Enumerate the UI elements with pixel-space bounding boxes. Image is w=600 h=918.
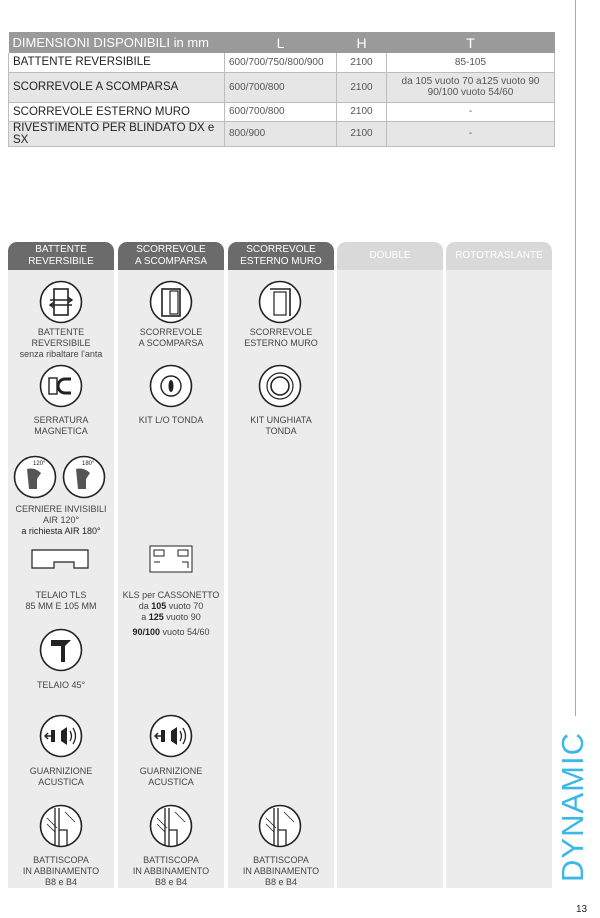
pocket-door-icon [149, 280, 193, 324]
feature-battiscopa [8, 855, 114, 888]
feature-esterno-muro [228, 327, 334, 349]
side-label [553, 722, 593, 892]
kls-line2 [118, 601, 224, 612]
kls-value: 105 [151, 601, 167, 611]
column-header-line: BATTENTE [35, 244, 87, 255]
dimensions-header-row [9, 32, 555, 53]
row-h: 2100 [337, 102, 387, 121]
feature-title: SCORREVOLE [139, 327, 203, 337]
feature-title: SERRATURA [33, 415, 89, 425]
feature-title: BATTENTE REVERSIBILE [31, 327, 91, 348]
feature-subtitle: ACUSTICA [38, 777, 84, 787]
hinge-120-label: 120° [33, 461, 46, 467]
column-header-rototraslante [446, 242, 552, 270]
header-t: T [387, 32, 555, 53]
acoustic-seal-icon [149, 714, 193, 758]
side-label-text: DYNAMIC [555, 732, 590, 882]
feature-title: TELAIO 45° [36, 680, 86, 690]
feature-battiscopa [228, 855, 334, 888]
feature-title: BATTISCOPA [253, 855, 309, 865]
round-handle-icon [149, 364, 193, 408]
feature-note: B8 e B4 [44, 877, 78, 887]
table-row [9, 72, 555, 102]
frame-45-icon [39, 628, 83, 672]
feature-subtitle: TONDA [265, 426, 297, 436]
feature-scomparsa [118, 327, 224, 349]
feature-title: SCORREVOLE [249, 327, 313, 337]
row-h: 2100 [337, 72, 387, 102]
header-l: L [225, 32, 337, 53]
kls-text: a [141, 612, 147, 622]
row-t [387, 72, 555, 102]
column-body-rototraslante [446, 270, 552, 888]
feature-title: CERNIERE INVISIBILI [15, 504, 107, 514]
row-t-line2: 90/100 vuoto 54/60 [427, 87, 514, 98]
row-h: 2100 [337, 53, 387, 72]
feature-kit-unghiata [228, 415, 334, 437]
round-recess-icon [258, 364, 302, 408]
column-header-line: SCORREVOLE [136, 244, 206, 255]
dimensions-title: DIMENSIONI DISPONIBILI in mm [9, 32, 225, 53]
feature-title: KIT UNGHIATA [250, 415, 312, 425]
feature-subtitle: IN ABBINAMENTO [22, 866, 100, 876]
table-row [9, 53, 555, 72]
kls-text: vuoto 54/60 [162, 627, 210, 637]
column-header-scomparsa [118, 242, 224, 270]
feature-cerniere [8, 504, 114, 537]
feature-subtitle: AIR 120° [42, 515, 80, 525]
feature-telaio-tls [8, 590, 114, 612]
row-l: 600/700/800 [225, 72, 337, 102]
table-row [9, 102, 555, 121]
kls-box-icon [148, 544, 194, 574]
dimensions-table [8, 32, 555, 147]
kls-value: 125 [148, 612, 164, 622]
page-number: 13 [576, 904, 588, 915]
feature-title: KIT L/O TONDA [138, 415, 204, 425]
feature-telaio-45 [8, 680, 114, 691]
feature-title: TELAIO TLS [35, 590, 87, 600]
column-body-battente [8, 270, 114, 888]
feature-serratura [8, 415, 114, 437]
feature-subtitle: MAGNETICA [34, 426, 88, 436]
feature-subtitle: 85 MM E 105 MM [25, 601, 97, 611]
column-header-line: ESTERNO MURO [240, 256, 322, 267]
column-header-battente [8, 242, 114, 270]
feature-subtitle: A SCOMPARSA [138, 338, 204, 348]
kls-text: vuoto 90 [166, 612, 201, 622]
hinge-120-icon [13, 455, 57, 499]
reversible-door-icon [39, 280, 83, 324]
row-h: 2100 [337, 121, 387, 146]
kls-text: vuoto 70 [168, 601, 204, 611]
table-row [9, 121, 555, 146]
column-header-esterno [228, 242, 334, 270]
row-t: 85-105 [387, 53, 555, 72]
magnetic-lock-icon [39, 364, 83, 408]
feature-title: GUARNIZIONE [139, 766, 203, 776]
feature-title: BATTISCOPA [143, 855, 199, 865]
feature-kls [118, 590, 224, 638]
row-name: SCORREVOLE A SCOMPARSA [9, 72, 225, 102]
feature-note: B8 e B4 [154, 877, 188, 887]
column-header-line: ROTOTRASLANTE [455, 250, 543, 261]
feature-title: GUARNIZIONE [29, 766, 93, 776]
feature-subtitle: ESTERNO MURO [244, 338, 318, 348]
row-t: - [387, 102, 555, 121]
feature-title: BATTISCOPA [33, 855, 89, 865]
row-name: SCORREVOLE ESTERNO MURO [9, 102, 225, 121]
feature-note: B8 e B4 [264, 877, 298, 887]
skirting-board-icon [149, 804, 193, 848]
feature-battente-reversibile [8, 327, 114, 360]
row-l: 600/700/750/800/900 [225, 53, 337, 72]
kls-text: da [138, 601, 149, 611]
feature-note: a richiesta AIR 180° [21, 526, 101, 536]
kls-value: 90/100 [132, 627, 160, 637]
kls-line3 [118, 612, 224, 623]
row-l: 800/900 [225, 121, 337, 146]
feature-subtitle: senza ribaltare l'anta [19, 349, 103, 359]
side-accent-line [575, 0, 576, 716]
row-t: - [387, 121, 555, 146]
feature-kit-lo-tonda [118, 415, 224, 426]
hinge-180-icon [62, 455, 106, 499]
row-name: BATTENTE REVERSIBILE [9, 53, 225, 72]
feature-subtitle: IN ABBINAMENTO [242, 866, 320, 876]
acoustic-seal-icon [39, 714, 83, 758]
feature-subtitle: IN ABBINAMENTO [132, 866, 210, 876]
feature-battiscopa [118, 855, 224, 888]
skirting-board-icon [258, 804, 302, 848]
column-body-double [337, 270, 443, 888]
feature-title: KLS per CASSONETTO [122, 590, 220, 600]
row-t-line1: da 105 vuoto 70 a125 vuoto 90 [401, 76, 540, 87]
feature-subtitle: ACUSTICA [148, 777, 194, 787]
row-name: RIVESTIMENTO PER BLINDATO DX e SX [9, 121, 225, 146]
sliding-door-icon [258, 280, 302, 324]
feature-guarnizione [118, 766, 224, 788]
header-h: H [337, 32, 387, 53]
feature-guarnizione [8, 766, 114, 788]
column-header-double [337, 242, 443, 270]
column-header-line: SCORREVOLE [246, 244, 316, 255]
row-l: 600/700/800 [225, 102, 337, 121]
kls-line4 [118, 627, 224, 638]
skirting-board-icon [39, 804, 83, 848]
column-body-scomparsa [118, 270, 224, 888]
hinge-180-label: 180° [82, 461, 95, 467]
column-header-line: DOUBLE [369, 250, 411, 261]
frame-tls-icon [30, 546, 90, 572]
column-header-line: A SCOMPARSA [134, 256, 208, 267]
column-body-esterno [228, 270, 334, 888]
column-header-line: REVERSIBILE [28, 256, 94, 267]
